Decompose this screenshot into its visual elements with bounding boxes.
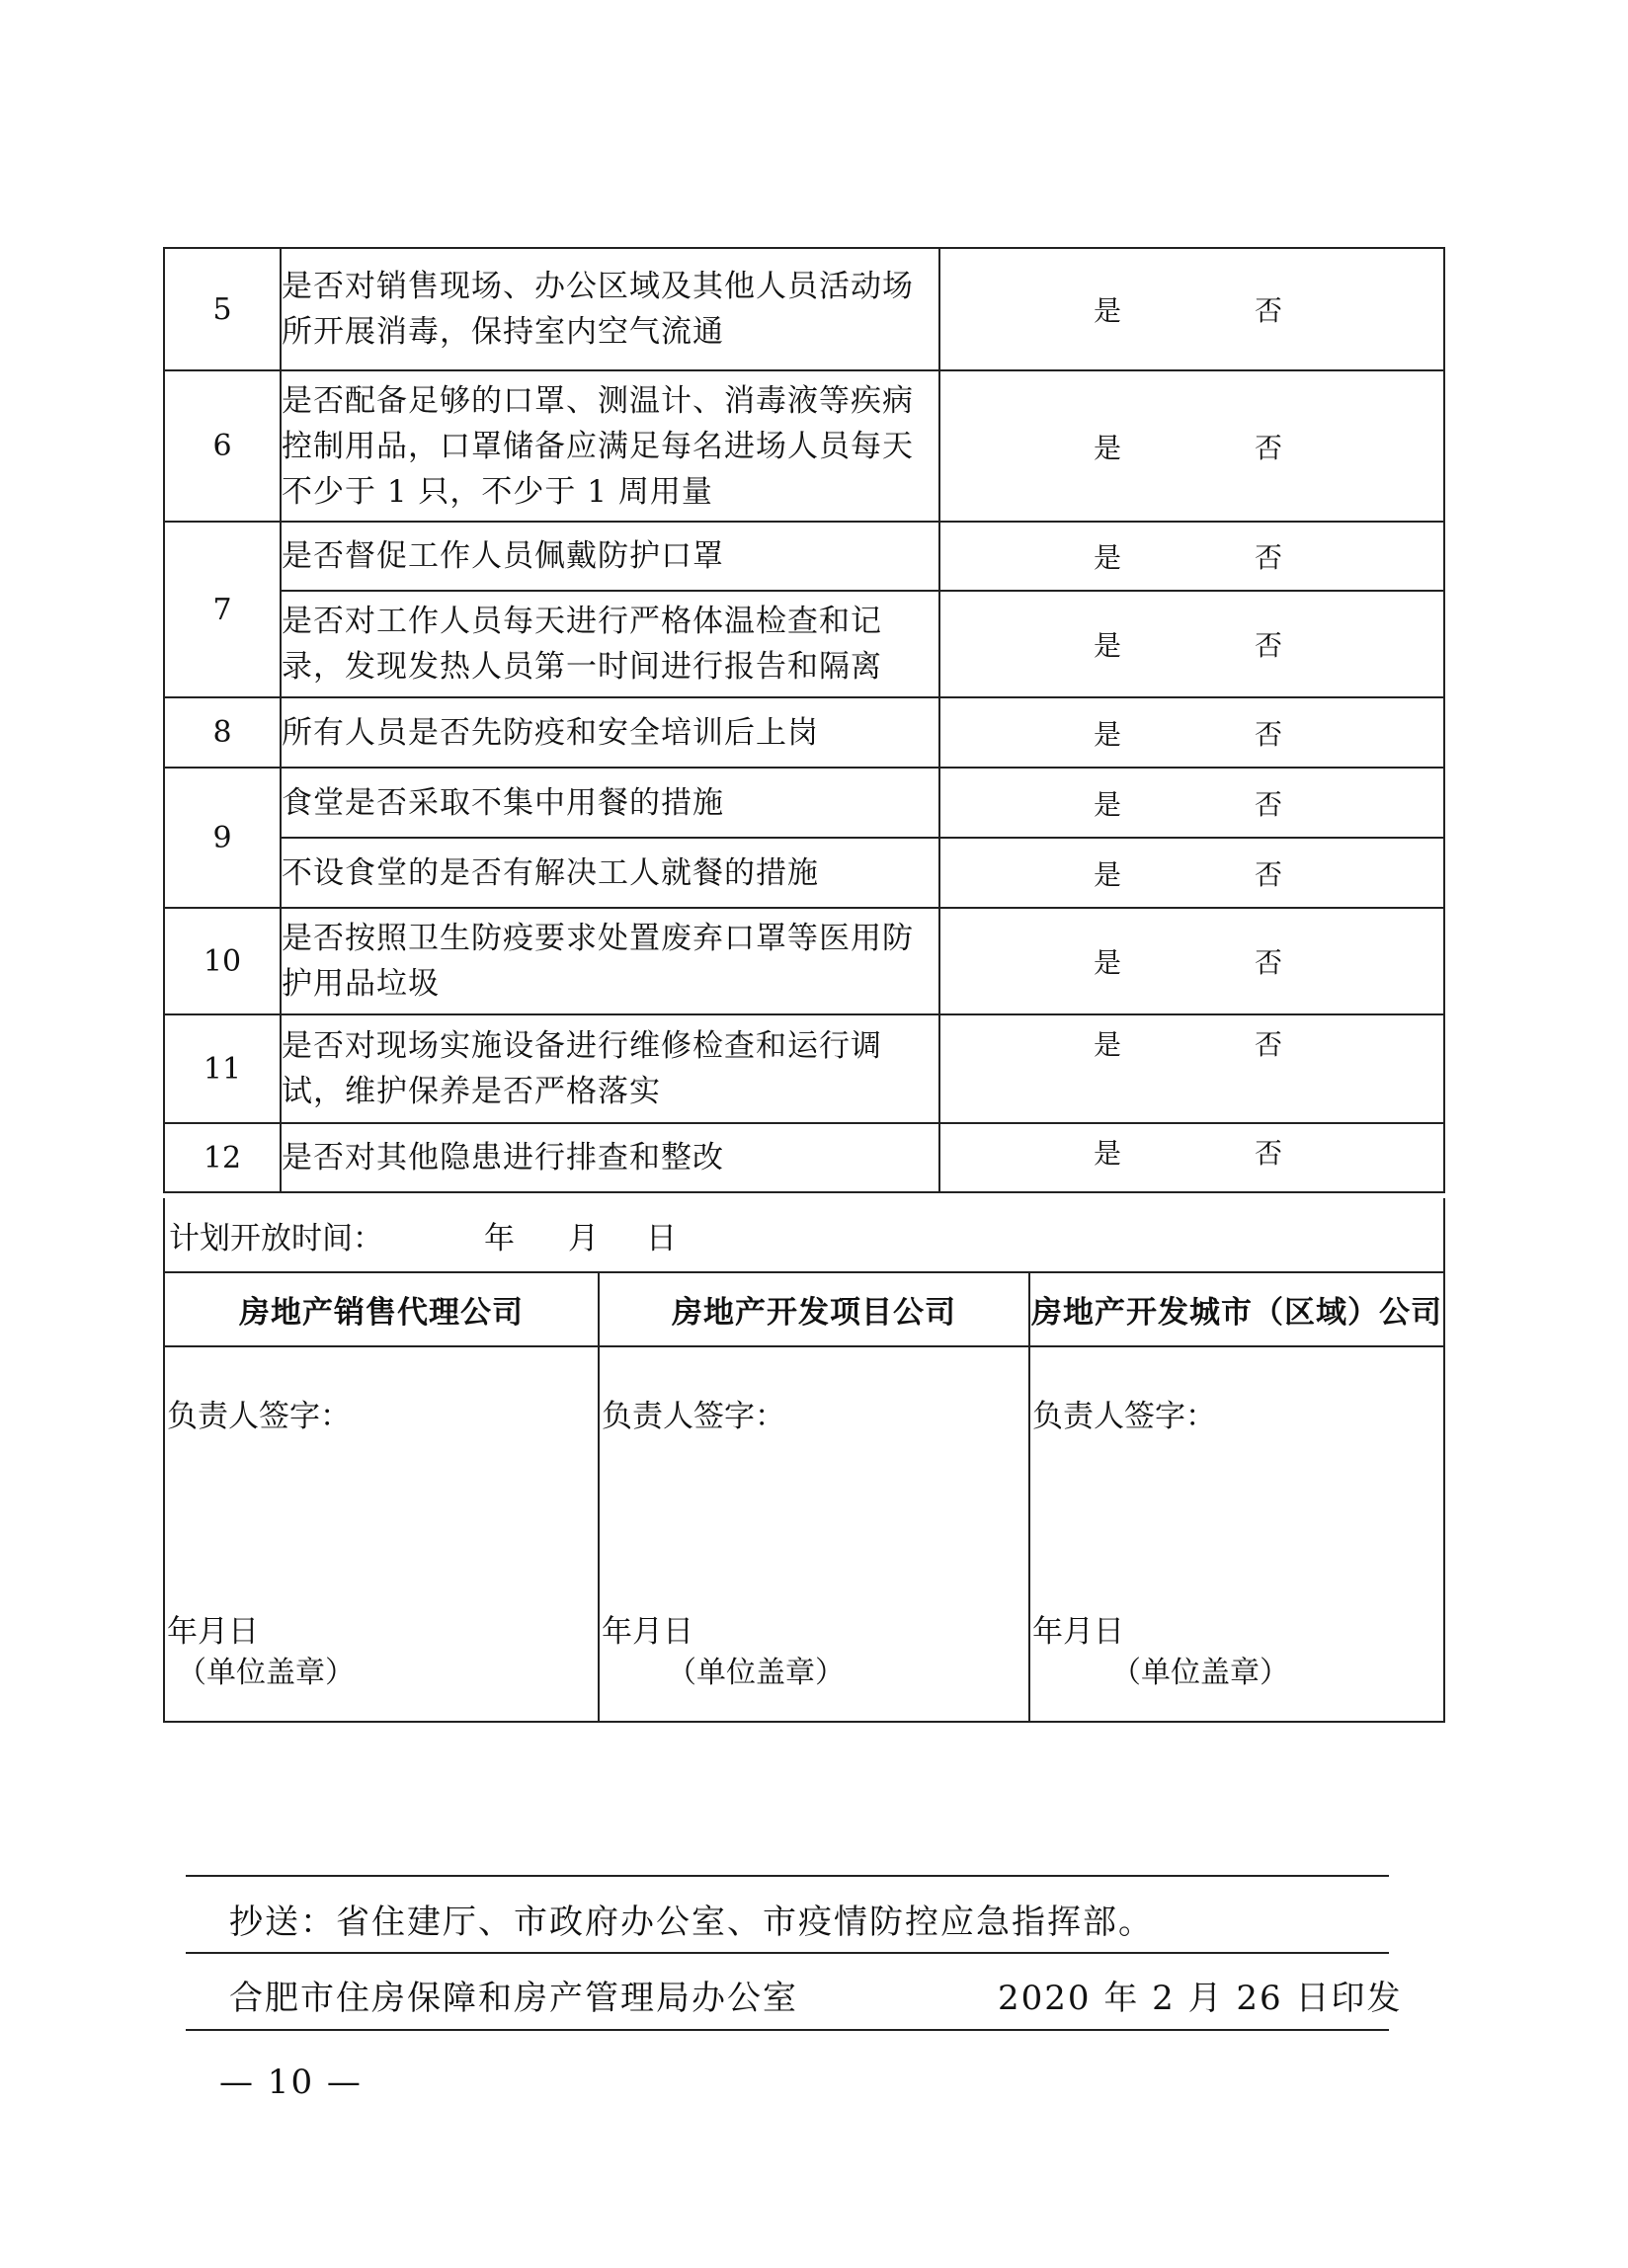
answer-cell	[939, 370, 1444, 522]
plan-year[interactable]: 年	[484, 1220, 515, 1256]
check-item: 是否督促工作人员佩戴防护口罩	[281, 522, 939, 591]
check-item: 是否对其他隐患进行排查和整改	[281, 1123, 939, 1192]
row-number: 7	[164, 522, 281, 697]
sign-label: 负责人签字：	[167, 1399, 351, 1434]
column-header: 房地产开发项目公司	[599, 1272, 1029, 1346]
row-number: 5	[164, 248, 281, 370]
yes-option[interactable]: 是	[1094, 946, 1122, 979]
sign-date: 年月日	[167, 1614, 259, 1650]
answer-cell	[939, 248, 1444, 370]
answer-cell	[939, 1123, 1444, 1192]
signature-cell[interactable]	[164, 1346, 599, 1722]
answer-cell	[939, 908, 1444, 1014]
sign-date: 年月日	[1032, 1614, 1124, 1650]
table-row	[164, 1014, 1444, 1123]
plan-day[interactable]: 日	[646, 1220, 677, 1256]
seal-label: （单位盖章）	[667, 1656, 845, 1690]
yes-option[interactable]: 是	[1094, 431, 1122, 464]
no-option[interactable]: 否	[1255, 787, 1283, 821]
no-option[interactable]: 否	[1255, 629, 1283, 662]
table-row	[164, 768, 1444, 838]
cc-line: 抄送：省住建厅、市政府办公室、市疫情防控应急指挥部。	[229, 1903, 1154, 1942]
table-row	[164, 370, 1444, 522]
issue-date: 2020 年 2 月 26 日印发	[998, 1979, 1403, 2018]
check-item: 是否对工作人员每天进行严格体温检查和记录，发现发热人员第一时间进行报告和隔离	[281, 591, 939, 697]
table-row	[164, 1123, 1444, 1192]
answer-cell	[939, 768, 1444, 838]
yes-option[interactable]: 是	[1094, 629, 1122, 662]
answer-cell	[939, 1014, 1444, 1123]
check-item: 不设食堂的是否有解决工人就餐的措施	[281, 838, 939, 908]
table-row	[164, 591, 1444, 697]
check-item: 是否对现场实施设备进行维修检查和运行调试，维护保养是否严格落实	[281, 1014, 939, 1123]
answer-cell	[939, 522, 1444, 591]
sign-label: 负责人签字：	[602, 1399, 785, 1434]
divider-line	[186, 1952, 1389, 1954]
sign-date: 年月日	[602, 1614, 693, 1650]
seal-label: （单位盖章）	[1111, 1656, 1289, 1690]
yes-option[interactable]: 是	[1094, 1028, 1122, 1061]
row-number: 9	[164, 768, 281, 908]
signature-table	[163, 1198, 1445, 1723]
check-item: 所有人员是否先防疫和安全培训后上岗	[281, 697, 939, 768]
divider-line	[186, 1875, 1389, 1877]
yes-option[interactable]: 是	[1094, 787, 1122, 821]
plan-label: 计划开放时间：	[169, 1220, 383, 1256]
answer-cell	[939, 838, 1444, 908]
no-option[interactable]: 否	[1255, 1137, 1283, 1170]
row-number: 6	[164, 370, 281, 522]
table-row	[164, 908, 1444, 1014]
no-option[interactable]: 否	[1255, 294, 1283, 327]
answer-cell	[939, 591, 1444, 697]
sign-label: 负责人签字：	[1032, 1399, 1216, 1434]
plan-month[interactable]: 月	[568, 1220, 599, 1256]
seal-label: （单位盖章）	[177, 1656, 355, 1690]
checklist-table	[163, 247, 1445, 1193]
no-option[interactable]: 否	[1255, 946, 1283, 979]
check-item: 是否配备足够的口罩、测温计、消毒液等疾病控制用品，口罩储备应满足每名进场人员每天不少于 1 只，不少于 1 周用量	[281, 370, 939, 522]
row-number: 12	[164, 1123, 281, 1192]
yes-option[interactable]: 是	[1094, 717, 1122, 751]
yes-option[interactable]: 是	[1094, 1137, 1122, 1170]
planned-opening-time	[164, 1198, 1444, 1272]
table-row	[164, 248, 1444, 370]
no-option[interactable]: 否	[1255, 717, 1283, 751]
yes-option[interactable]: 是	[1094, 857, 1122, 891]
no-option[interactable]: 否	[1255, 431, 1283, 464]
check-item: 食堂是否采取不集中用餐的措施	[281, 768, 939, 838]
signature-cell[interactable]	[1029, 1346, 1444, 1722]
table-row	[164, 697, 1444, 768]
check-item: 是否对销售现场、办公区域及其他人员活动场所开展消毒，保持室内空气流通	[281, 248, 939, 370]
table-row	[164, 522, 1444, 591]
row-number: 8	[164, 697, 281, 768]
column-header: 房地产开发城市（区域）公司	[1029, 1272, 1444, 1346]
check-item: 是否按照卫生防疫要求处置废弃口罩等医用防护用品垃圾	[281, 908, 939, 1014]
answer-cell	[939, 697, 1444, 768]
table-row	[164, 838, 1444, 908]
row-number: 11	[164, 1014, 281, 1123]
page-number: — 10 —	[219, 2063, 363, 2102]
column-header: 房地产销售代理公司	[164, 1272, 599, 1346]
divider-line	[186, 2029, 1389, 2031]
signature-cell[interactable]	[599, 1346, 1029, 1722]
no-option[interactable]: 否	[1255, 541, 1283, 574]
yes-option[interactable]: 是	[1094, 294, 1122, 327]
row-number: 10	[164, 908, 281, 1014]
no-option[interactable]: 否	[1255, 1028, 1283, 1061]
no-option[interactable]: 否	[1255, 857, 1283, 891]
yes-option[interactable]: 是	[1094, 541, 1122, 574]
issuer: 合肥市住房保障和房产管理局办公室	[229, 1979, 798, 2018]
